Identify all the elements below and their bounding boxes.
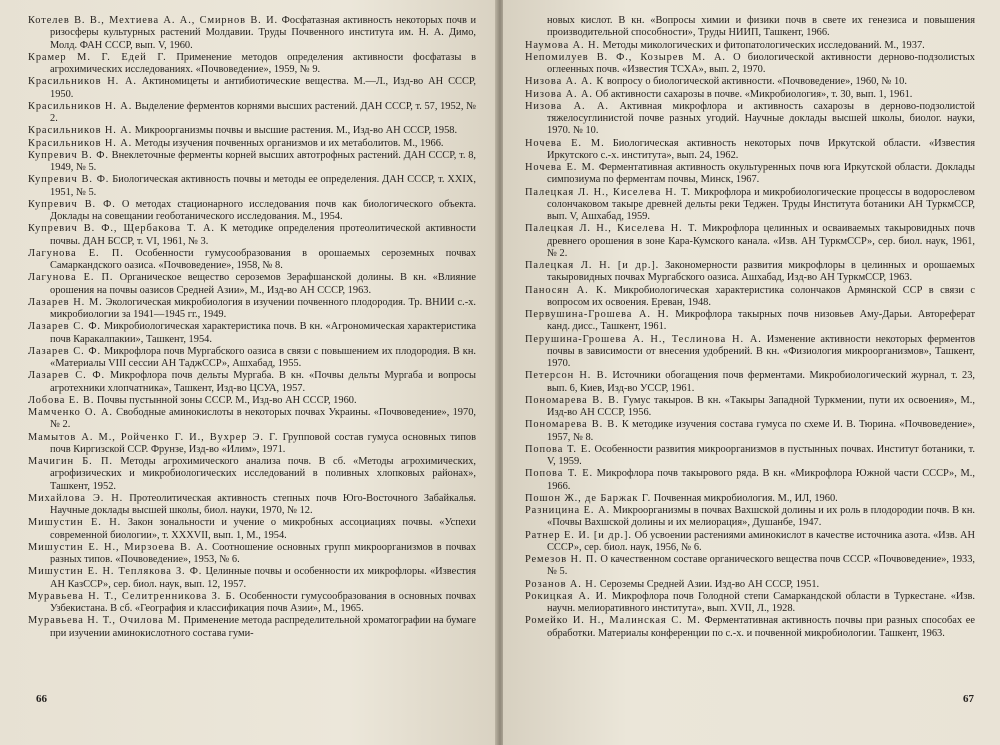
bibliography-entry (28, 566, 476, 591)
entry-text: Микроорганизмы в почвах Вахшской долины и их роль в плодородии почв. В кн. «Почвы Вахшской долины и их мелиорация», Душанбе, 1947. (547, 505, 975, 529)
bibliography-entry (525, 76, 975, 88)
entry-author: Лазарев С. Ф. (28, 345, 102, 357)
entry-author: Мачигин Б. П. (28, 456, 113, 467)
entry-text: Внеклеточные ферменты корней высших автотрофных растений. ДАН СССР, т. 8, 1949, № 5. (50, 149, 476, 173)
entry-text: Источники обогащения почв ферментами. Микробиологический журнал, т. 23, вып. 6, Киев, Изд-во УССР, 1961. (547, 370, 975, 394)
bibliography-entry (28, 321, 476, 346)
entry-text: Микрофлора такырных почв низовьев Аму-Дарьи. Автореферат канд. дисс., Ташкент, 1961. (547, 309, 975, 333)
entry-text: Почвенная микробиология. М., ИЛ, 1960. (651, 492, 838, 504)
entry-author: Мишустин Е. Н. (28, 517, 122, 529)
entry-text: Актиномицеты и антибиотические вещества. М.—Л., Изд-во АН СССР, 1950. (50, 76, 476, 100)
page-number: 66 (36, 693, 47, 705)
bibliography-entry (525, 52, 975, 77)
bibliography-entry (28, 138, 476, 150)
entry-author: Красильников Н. А. (28, 137, 133, 149)
entry-author: Муравьева Н. Т., Селитренникова З. Б. (28, 590, 236, 602)
bibliography-entry (28, 517, 476, 542)
entry-author: Рокицкая А. И. (525, 590, 608, 602)
entry-text: Микроорганизмы почвы и высшие растения. М., Изд-во АН СССР, 1958. (132, 125, 458, 137)
bibliography-entry (525, 493, 975, 505)
bibliography-list (525, 15, 975, 640)
entry-author: Лобова Е. В. (28, 394, 95, 406)
bibliography-entry (28, 591, 476, 616)
bibliography-entry (525, 223, 975, 260)
bibliography-entry (525, 468, 975, 493)
page-number: 67 (963, 693, 974, 705)
entry-text: Изменение активности некоторых ферментов почвы в зависимости от внесения удобрений. В кн. «Физиология микроорганизмов», Ташкент, 1970. (547, 333, 975, 369)
bibliography-entry (525, 370, 975, 395)
entry-author: Палецкая Л. Н. [и др.]. (525, 260, 660, 271)
bibliography-entry (525, 309, 975, 334)
entry-text: Закономерности развития микрофлоры в целинных и орошаемых такыровидных почвах Мургабского оазиса. Ашхабад, Изд-во АН ТуркмССР, 1963. (547, 260, 975, 284)
bibliography-entry (525, 187, 975, 224)
bibliography-entry (525, 101, 975, 138)
entry-author: Крамер М. Г. Едей Г. (28, 51, 167, 63)
entry-text: Почвы пустынной зоны СССР. М., Изд-во АН СССР, 1960. (94, 394, 357, 406)
entry-author: Первушина-Грошева А. Н. (525, 309, 670, 320)
bibliography-entry (525, 285, 975, 310)
bibliography-entry (28, 272, 476, 297)
entry-author: Низова А. А. (525, 88, 593, 100)
bibliography-entry (525, 419, 975, 444)
entry-text: Гумус такыров. В кн. «Такыры Западной Туркмении, пути их освоения», М., Изд-во АН СССР, 1956. (547, 394, 975, 418)
entry-author: Петерсон Н. В. (525, 370, 608, 382)
entry-author: Розанов А. Н. (525, 578, 598, 590)
bibliography-entry (28, 76, 476, 101)
right-page (503, 0, 1000, 745)
entry-author: Разницина Е. А. (525, 505, 610, 516)
entry-author: Купревич В. Ф. (28, 198, 116, 210)
bibliography-entry (28, 432, 476, 457)
entry-author: Лазарев С. Ф. (28, 370, 106, 382)
entry-text: Органическое вещество сероземов Зерафшанской долины. В кн. «Влияние орошения на почвы оазисов Средней Азии», М., Изд-во АН СССР, 1963. (50, 272, 476, 296)
entry-text: Ферментативная активность окультуренных почв юга Иркутской области. Доклады симпозиума по ферментам почвы, Минск, 1967. (547, 162, 975, 186)
entry-author: Перушина-Грошева А. Н., Теслинова Н. А. (525, 333, 762, 345)
bibliography-entry (525, 615, 975, 640)
bibliography-entry (28, 370, 476, 395)
entry-text: Применение методов определения активности фосфатазы в агрохимических исследованиях. «Почвоведение», 1959, № 9. (50, 51, 476, 75)
bibliography-entry (28, 223, 476, 248)
entry-text: Применение метода распределительной хроматографии на бумаге при изучении аминокислотного состава гуми- (50, 615, 476, 639)
bibliography-entry (525, 15, 975, 40)
entry-text: Микрофлора почв Мургабского оазиса в связи с повышением их плодородия. В кн. «Материалы VIII сессии АН ТаджССР», Ашхабад, 1955. (50, 345, 476, 369)
entry-author: Купревич В. Ф., Щербакова Т. А. (28, 223, 215, 235)
entry-text: Об усвоении растениями аминокислот в качестве источника азота. «Изв. АН СССР», сер. биол. наук, 1956, № 6. (547, 529, 975, 553)
bibliography-entry (28, 395, 476, 407)
entry-author: Лагунова Е. П. (28, 247, 124, 259)
entry-text: Биологическая активность некоторых почв Иркутской области. «Известия Иркутского с.-х. института», вып. 24, 1962. (547, 137, 975, 161)
entry-text: Об активности сахарозы в почве. «Микробиология», т. 30, вып. 1, 1961. (592, 88, 913, 100)
entry-text: Особенности гумусообразования в основных почвах Узбекистана. В сб. «География и классификация почв Азии», М., 1965. (50, 590, 477, 614)
entry-author: Наумова А. Н. (525, 39, 600, 51)
bibliography-entry (525, 138, 975, 163)
entry-text: Микробиологическая характеристика солончаков Армянской ССР в связи с вопросом их освоения. Ереван, 1948. (547, 284, 975, 308)
entry-text: Закон зональности и учение о микробных ассоциациях почвы. «Успехи современной биологии», т. XXXVII, вып. 1, М., 1954. (50, 517, 476, 541)
bibliography-entry (525, 579, 975, 591)
entry-text: Микробиологическая характеристика почв. В кн. «Агрономическая характеристика почв Каракалпакии», Ташкент, 1954. (50, 321, 476, 345)
entry-author: Ратнер Е. И. [и др.]. (525, 529, 632, 541)
entry-author: Паносян А. К. (525, 284, 608, 296)
bibliography-entry (28, 615, 476, 640)
bibliography-entry (525, 554, 975, 579)
bibliography-entry (28, 297, 476, 322)
entry-text: Выделение ферментов корнями высших растений. ДАН СССР, т. 57, 1952, № 2. (50, 100, 476, 124)
entry-text: Активная микрофлора и активность сахарозы в дерново-подзолистой тяжелосуглинистой почве разных угодий. Научные доклады высшей школы, биолог. науки, 1970. № 10. (547, 100, 975, 137)
entry-author: Мамытов А. М., Ройченко Г. И., Вухрер Э. Г. (28, 431, 279, 443)
entry-text: Методы агрохимического анализа почв. В сб. «Методы агрохимических, агрофизических и микробиологических исследований в поливных хлопковых районах», Ташкент, 1952. (50, 456, 476, 492)
entry-author: Лагунова Е. П. (28, 272, 114, 284)
entry-text: К методике изучения состава гумуса по схеме И. В. Тюрина. «Почвоведение», 1957, № 8. (547, 419, 975, 443)
bibliography-entry (525, 591, 975, 616)
bibliography-entry (28, 15, 476, 52)
entry-text: Экологическая микробиология в изучении почвенного плодородия. Тр. ВНИИ с.-х. микробиологии за 1941—1945 гг., 1949. (50, 296, 476, 320)
entry-author: Непомилуев В. Ф., Козырев М. А. (525, 51, 726, 63)
entry-text: О качественном составе органического вещества почв СССР. «Почвоведение», 1933, № 5. (547, 554, 975, 578)
entry-author: Ромейко И. Н., Малинская С. М. (525, 615, 701, 627)
left-page (0, 0, 497, 745)
entry-author: Палецкая Л. Н., Киселева Н. Т. (525, 186, 691, 198)
entry-text: Протеолитическая активность степных почв Юго-Восточного Забайкалья. Научные доклады высшей школы, биол. науки, 1970, № 12. (50, 492, 476, 516)
entry-text: К методике определения протеолитической активности почвы. ДАН БССР, т. VI, 1961, № 3. (50, 223, 476, 247)
bibliography-entry (525, 89, 975, 101)
bibliography-entry (525, 530, 975, 555)
bibliography-entry (28, 150, 476, 175)
bibliography-entry (28, 248, 476, 273)
entry-text: Групповой состав гумуса основных типов почв Киргизской ССР. Фрунзе, Изд-во «Илим», 1971. (50, 431, 476, 455)
entry-author: Мамченко О. А. (28, 407, 113, 418)
bibliography-entry (28, 199, 476, 224)
entry-text: Особенности развития микроорганизмов в пустынных почвах. Институт ботаники, т. V, 1959. (547, 443, 975, 467)
entry-author: Котелев В. В., Мехтиева А. А., Смирнов В. И. (28, 15, 279, 26)
entry-author: Палецкая Л. Н., Киселева Н. Т. (525, 223, 698, 235)
entry-text: Микрофлора целинных и осваиваемых такыровидных почв древнего орошения в зоне Кара-Кумского канала. «Изв. АН ТуркмССР», сер. биол. наук, 1961, № 2. (547, 223, 975, 259)
bibliography-entry (525, 334, 975, 371)
bibliography-entry (525, 505, 975, 530)
entry-author: Низова А. А. К (525, 76, 605, 88)
entry-text: Методы изучения почвенных организмов и их метаболитов. М., 1966. (132, 137, 444, 149)
entry-author: Ремезов Н. П. (525, 554, 598, 565)
entry-author: Купревич В. Ф. (28, 174, 110, 186)
entry-author: Красильников Н. А. (28, 125, 133, 137)
entry-author: Муравьева Н. Т., Очилова М. (28, 615, 181, 627)
bibliography-entry (28, 174, 476, 199)
entry-author: Пошон Ж., де Баржак Г. (525, 492, 652, 504)
entry-text: вопросу о биологической активности. «Почвоведение», 1960, № 10. (604, 76, 907, 88)
entry-author: Попова Т. Е. (525, 443, 592, 455)
entry-author: Михайлова Э. Н. (28, 492, 124, 504)
entry-text: Микрофлора и микробиологические процессы в водорослевом солончаковом такыре древней дельты реки Теджен. Труды Института ботаники АН ТуркмССР, вып. V, Ашхабад, 1959. (547, 186, 975, 222)
entry-text: Свободные аминокислоты в некоторых почвах Украины. «Почвоведение», 1970, № 2. (50, 407, 476, 431)
entry-text: Соотношение основных групп микроорганизмов в почвах разных типов. «Почвоведение», 1953, № 6. (50, 541, 476, 565)
entry-author: Красильников Н. А. (28, 100, 133, 112)
entry-text: О биологической активности дерново-подзолистых оглеенных почв. «Известия ТСХА», вып. 2, 1970. (547, 51, 975, 75)
entry-text: Биологическая активность почвы и методы ее определения. ДАН СССР, т. XXIX, 1951, № 5. (50, 174, 476, 198)
bibliography-entry (525, 260, 975, 285)
entry-text: О методах стационарного исследования почв как биологического объекта. Доклады на совещании геоботанического исследования. М., 1954. (50, 198, 476, 222)
entry-author: Лазарев Н. М. (28, 296, 103, 308)
bibliography-entry (28, 101, 476, 126)
bibliography-entry (28, 493, 476, 518)
bibliography-entry (525, 162, 975, 187)
entry-text: Микрофлора почв Голодной степи Самаркандской области в Туркестане. «Изв. научн. мелиоративного института», вып. XVII, Л., 1928. (547, 590, 975, 614)
entry-author: Мишустин Е. Н. Теплякова З. Ф. (28, 566, 203, 578)
bibliography-entry (525, 444, 975, 469)
bibliography-entry (28, 542, 476, 567)
entry-author: Красильников Н. А. (28, 76, 137, 88)
entry-author: Мишустин Е. Н., Мирзоева В. А. (28, 541, 209, 553)
entry-text: Особенности гумусообразования в орошаемых сероземных почвах Самаркандского оазиса. «Почвоведение», 1958, № 8. (50, 247, 476, 271)
entry-author: Пономарева В. В. (525, 419, 619, 431)
bibliography-entry (525, 40, 975, 52)
entry-author: Ночева Е. М. (525, 162, 596, 173)
bibliography-entry (28, 52, 476, 77)
bibliography-entry (28, 407, 476, 432)
bibliography-list (28, 15, 476, 640)
entry-author: Ночева Е. М. (525, 137, 605, 149)
entry-text: Ферментативная активность почвы при разных способах ее обработки. Материалы конференции по с.-х. и почвенной микробиологии. Ташкент, 1963. (547, 615, 975, 639)
entry-text: Микрофлора почв дельты Мургаба. В кн. «Почвы дельты Мургаба и вопросы агротехники хлопчатника», Ташкент, Изд-во ЦСУА, 1957. (50, 370, 476, 394)
entry-author: Купревич В. Ф. (28, 149, 109, 161)
entry-text: Сероземы Средней Азии. Изд-во АН СССР, 1951. (597, 578, 820, 590)
entry-author: Низова А. А. (525, 100, 609, 112)
entry-text: Микрофлора почв такырового ряда. В кн. «Микрофлора Южной части СССР», М., 1966. (547, 468, 975, 492)
entry-author: Попова Т. Е. (525, 468, 593, 480)
bibliography-entry (28, 456, 476, 493)
bibliography-entry (525, 395, 975, 420)
entry-author: Лазарев С. Ф. (28, 321, 101, 333)
bibliography-entry (28, 125, 476, 137)
entry-text: Целинные почвы и особенности их микрофлоры. «Известия АН КазССР», сер. биол. наук, вып. 12, 1957. (50, 566, 476, 590)
bibliography-entry (28, 346, 476, 371)
entry-author: Пономарева В. В. (525, 394, 620, 406)
entry-text: Методы микологических и фитопатологических исследований. М., 1937. (599, 39, 925, 51)
entry-text: Фосфатазная активность некоторых почв и ризосферы культурных растений Молдавии. Труды Почвенного института им. Н. А. Димо, Молд. ФАН СССР, вып. V, 1960. (50, 15, 477, 51)
entry-text: новых кислот. В кн. «Вопросы химии и физики почв в свете их генезиса и повышения производительной способности», Труды НИИП, Ташкент, 1966. (547, 15, 975, 39)
